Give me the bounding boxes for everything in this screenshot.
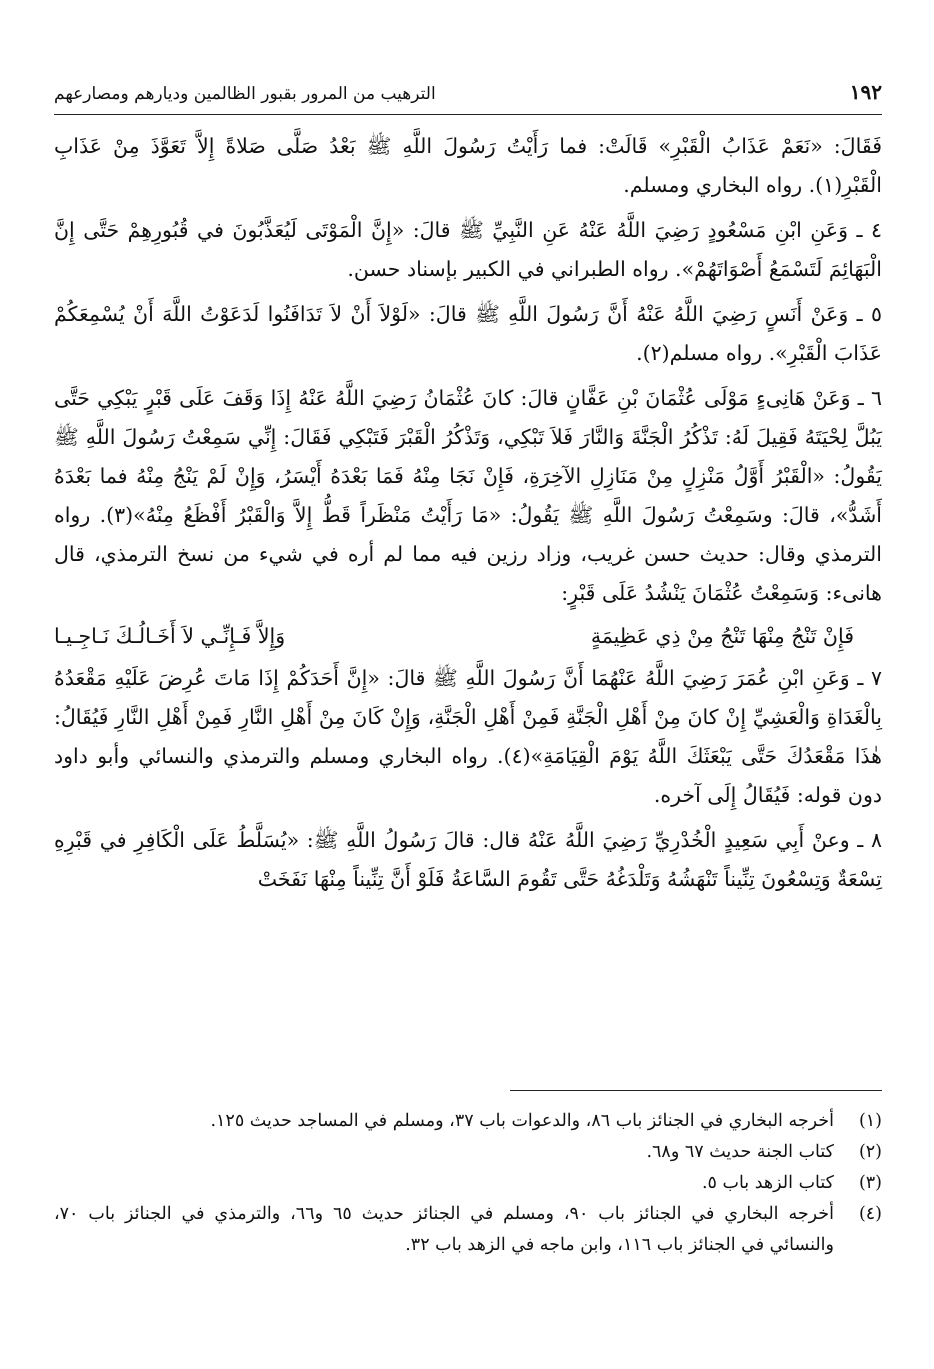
page-number: ١٩٢	[849, 80, 882, 104]
footnote-text: أخرجه البخاري في الجنائز باب ٨٦، والدعوات باب ٣٧، ومسلم في المساجد حديث ١٢٥.	[210, 1111, 834, 1131]
hadith-6: ٦ ـ وَعَنْ هَانِىءٍ مَوْلَى عُثْمَانَ بْنِ عَفَّانٍ قالَ: كانَ عُثْمَانُ رَضِيَ اللَّهُ عَنْهُ إِذَا وَقَفَ عَلَى قَبْرٍ يَبْكِي حَتَّى يَبُلَّ لِحْيَتَهُ فَقِيلَ لَهُ: تَذْكُرُ الْجَنَّةَ وَالنَّارَ فَلاَ تَبْكِي، وَتَذْكُرُ الْقَبْرَ فَتَبْكِي فَقَالَ: إِنِّي سَمِعْتُ رَسُولَ اللَّهِ ﷺ يَقُولُ: «الْقَبْرُ أَوَّلُ مَنْزِلٍ مِنْ مَنَازِلِ الآخِرَةِ، فَإِنْ نَجَا مِنْهُ فَمَا بَعْدَهُ أَيْسَرُ، وَإِنْ لَمْ يَنْجُ مِنْهُ فما بَعْدَهُ أَشَدُّ»، قالَ: وسَمِعْتُ رَسُولَ اللَّهِ ﷺ يَقُولُ: «مَا رَأَيْتُ مَنْظَراً قَطُّ إِلاَّ وَالْقَبْرُ أَفْظَعُ مِنْهُ»(٣). رواه الترمذي وقال: حديث حسن غريب، وزاد رزين فيه مما لم أره في شيء من نسخ الترمذي، قال هانىء: وَسَمِعْتُ عُثْمَانَ يَنْشُدُ عَلَى قَبْرٍ:	[54, 386, 882, 605]
footnote-item	[54, 1106, 882, 1137]
footnote-text: كتاب الزهد باب ٥.	[701, 1173, 834, 1193]
footnote-item	[54, 1168, 882, 1199]
hadith-4: ٤ ـ وَعَنِ ابْنِ مَسْعُودٍ رَضِيَ اللَّهُ عَنْهُ عَنِ النَّبِيِّ ﷺ قالَ: «إِنَّ الْمَوْتَى لَيُعَذَّبُونَ في قُبُورِهِمْ حَتَّى إِنَّ الْبَهَائِمَ لَتَسْمَعُ أَصْوَاتَهُمْ». رواه الطبراني في الكبير بإسناد حسن.	[54, 218, 882, 281]
hadith-7: ٧ ـ وَعَنِ ابْنِ عُمَرَ رَضِيَ اللَّهُ عَنْهُمَا أَنَّ رَسُولَ اللَّهِ ﷺ قالَ: «إِنَّ أَحَدَكُمْ إِذَا مَاتَ عُرِضَ عَلَيْهِ مَقْعَدُهُ بِالْغَدَاةِ وَالْعَشِيِّ إِنْ كانَ مِنْ أَهْلِ الْجَنَّةِ فَمِنْ أَهْلِ الْجَنَّةِ، وَإِنْ كَانَ مِنْ أَهْلِ النَّارِ فَمِنْ أَهْلِ النَّارِ فَيُقَالُ: هٰذَا مَقْعَدُكَ حَتَّى يَبْعَثَكَ اللَّهُ يَوْمَ الْقِيَامَةِ»(٤). رواه البخاري ومسلم والترمذي والنسائي وأبو داود دون قوله: فَيُقَالُ إِلَى آخره.	[54, 666, 882, 807]
footnote-item	[54, 1199, 882, 1261]
verse-second-hemistich: وَإِلاَّ فَـإِنِّـي لاَ أَخَـالُـكَ نَـاجِـيـا	[54, 624, 286, 648]
main-text	[54, 127, 882, 899]
footnote-item	[54, 1137, 882, 1168]
footnote-divider	[510, 1090, 882, 1091]
footnote-number: (١)	[858, 1111, 882, 1131]
footnote-number: (٣)	[858, 1173, 882, 1193]
hadith-5: ٥ ـ وَعَنْ أَنَسٍ رَضِيَ اللَّهُ عَنْهُ أَنَّ رَسُولَ اللَّهِ ﷺ قالَ: «لَوْلاَ أَنْ لاَ تَدَافَنُوا لَدَعَوْتُ اللَّهَ أَنْ يُسْمِعَكُمْ عَذَابَ الْقَبْرِ». رواه مسلم(٢).	[54, 302, 882, 365]
paragraph-continuation: فَقَالَ: «نَعَمْ عَذَابُ الْقَبْرِ» قَالَتْ: فما رَأَيْتُ رَسُولَ اللَّهِ ﷺ بَعْدُ صَلَّى صَلاةً إِلاَّ تَعَوَّذَ مِنْ عَذَابِ الْقَبْرِ(١). رواه البخاري ومسلم.	[54, 134, 882, 197]
footnote-text: أخرجه البخاري في الجنائز باب ٩٠، ومسلم في الجنائز حديث ٦٥ و٦٦، والترمذي في الجنائز باب ٧٠، والنسائي في الجنائز باب ١١٦، وابن ماجه في الزهد باب ٣٢.	[54, 1204, 834, 1255]
book-page	[54, 80, 882, 1350]
running-title: الترهيب من المرور بقبور الظالمين وديارهم ومصارعهم	[54, 84, 436, 104]
hadith-8: ٨ ـ وعنْ أَبِي سَعِيدٍ الْخُدْرِيِّ رَضِيَ اللَّهُ عَنْهُ قال: قالَ رَسُولُ اللَّهِ ﷺ: «يُسَلَّطُ عَلَى الْكَافِرِ في قَبْرِهِ تِسْعَةٌ وَتِسْعُونَ تِنِّيناً تَنْهَشُهُ وَتَلْدَغُهُ حَتَّى تَقُومَ السَّاعَةُ فَلَوْ أَنَّ تِنِّيناً مِنْهَا نَفَخَتْ	[54, 828, 882, 891]
footnote-number: (٢)	[858, 1142, 882, 1162]
verse-first-hemistich: فَإِنْ تَنْجُ مِنْهَا تَنْجُ مِنْ ذِي عَظِيمَةٍ	[590, 624, 854, 648]
footnotes	[54, 1106, 882, 1261]
footnote-number: (٤)	[858, 1204, 882, 1224]
running-header	[54, 80, 882, 115]
poetry-verse	[54, 613, 882, 659]
footnote-text: كتاب الجنة حديث ٦٧ و٦٨.	[646, 1142, 834, 1162]
